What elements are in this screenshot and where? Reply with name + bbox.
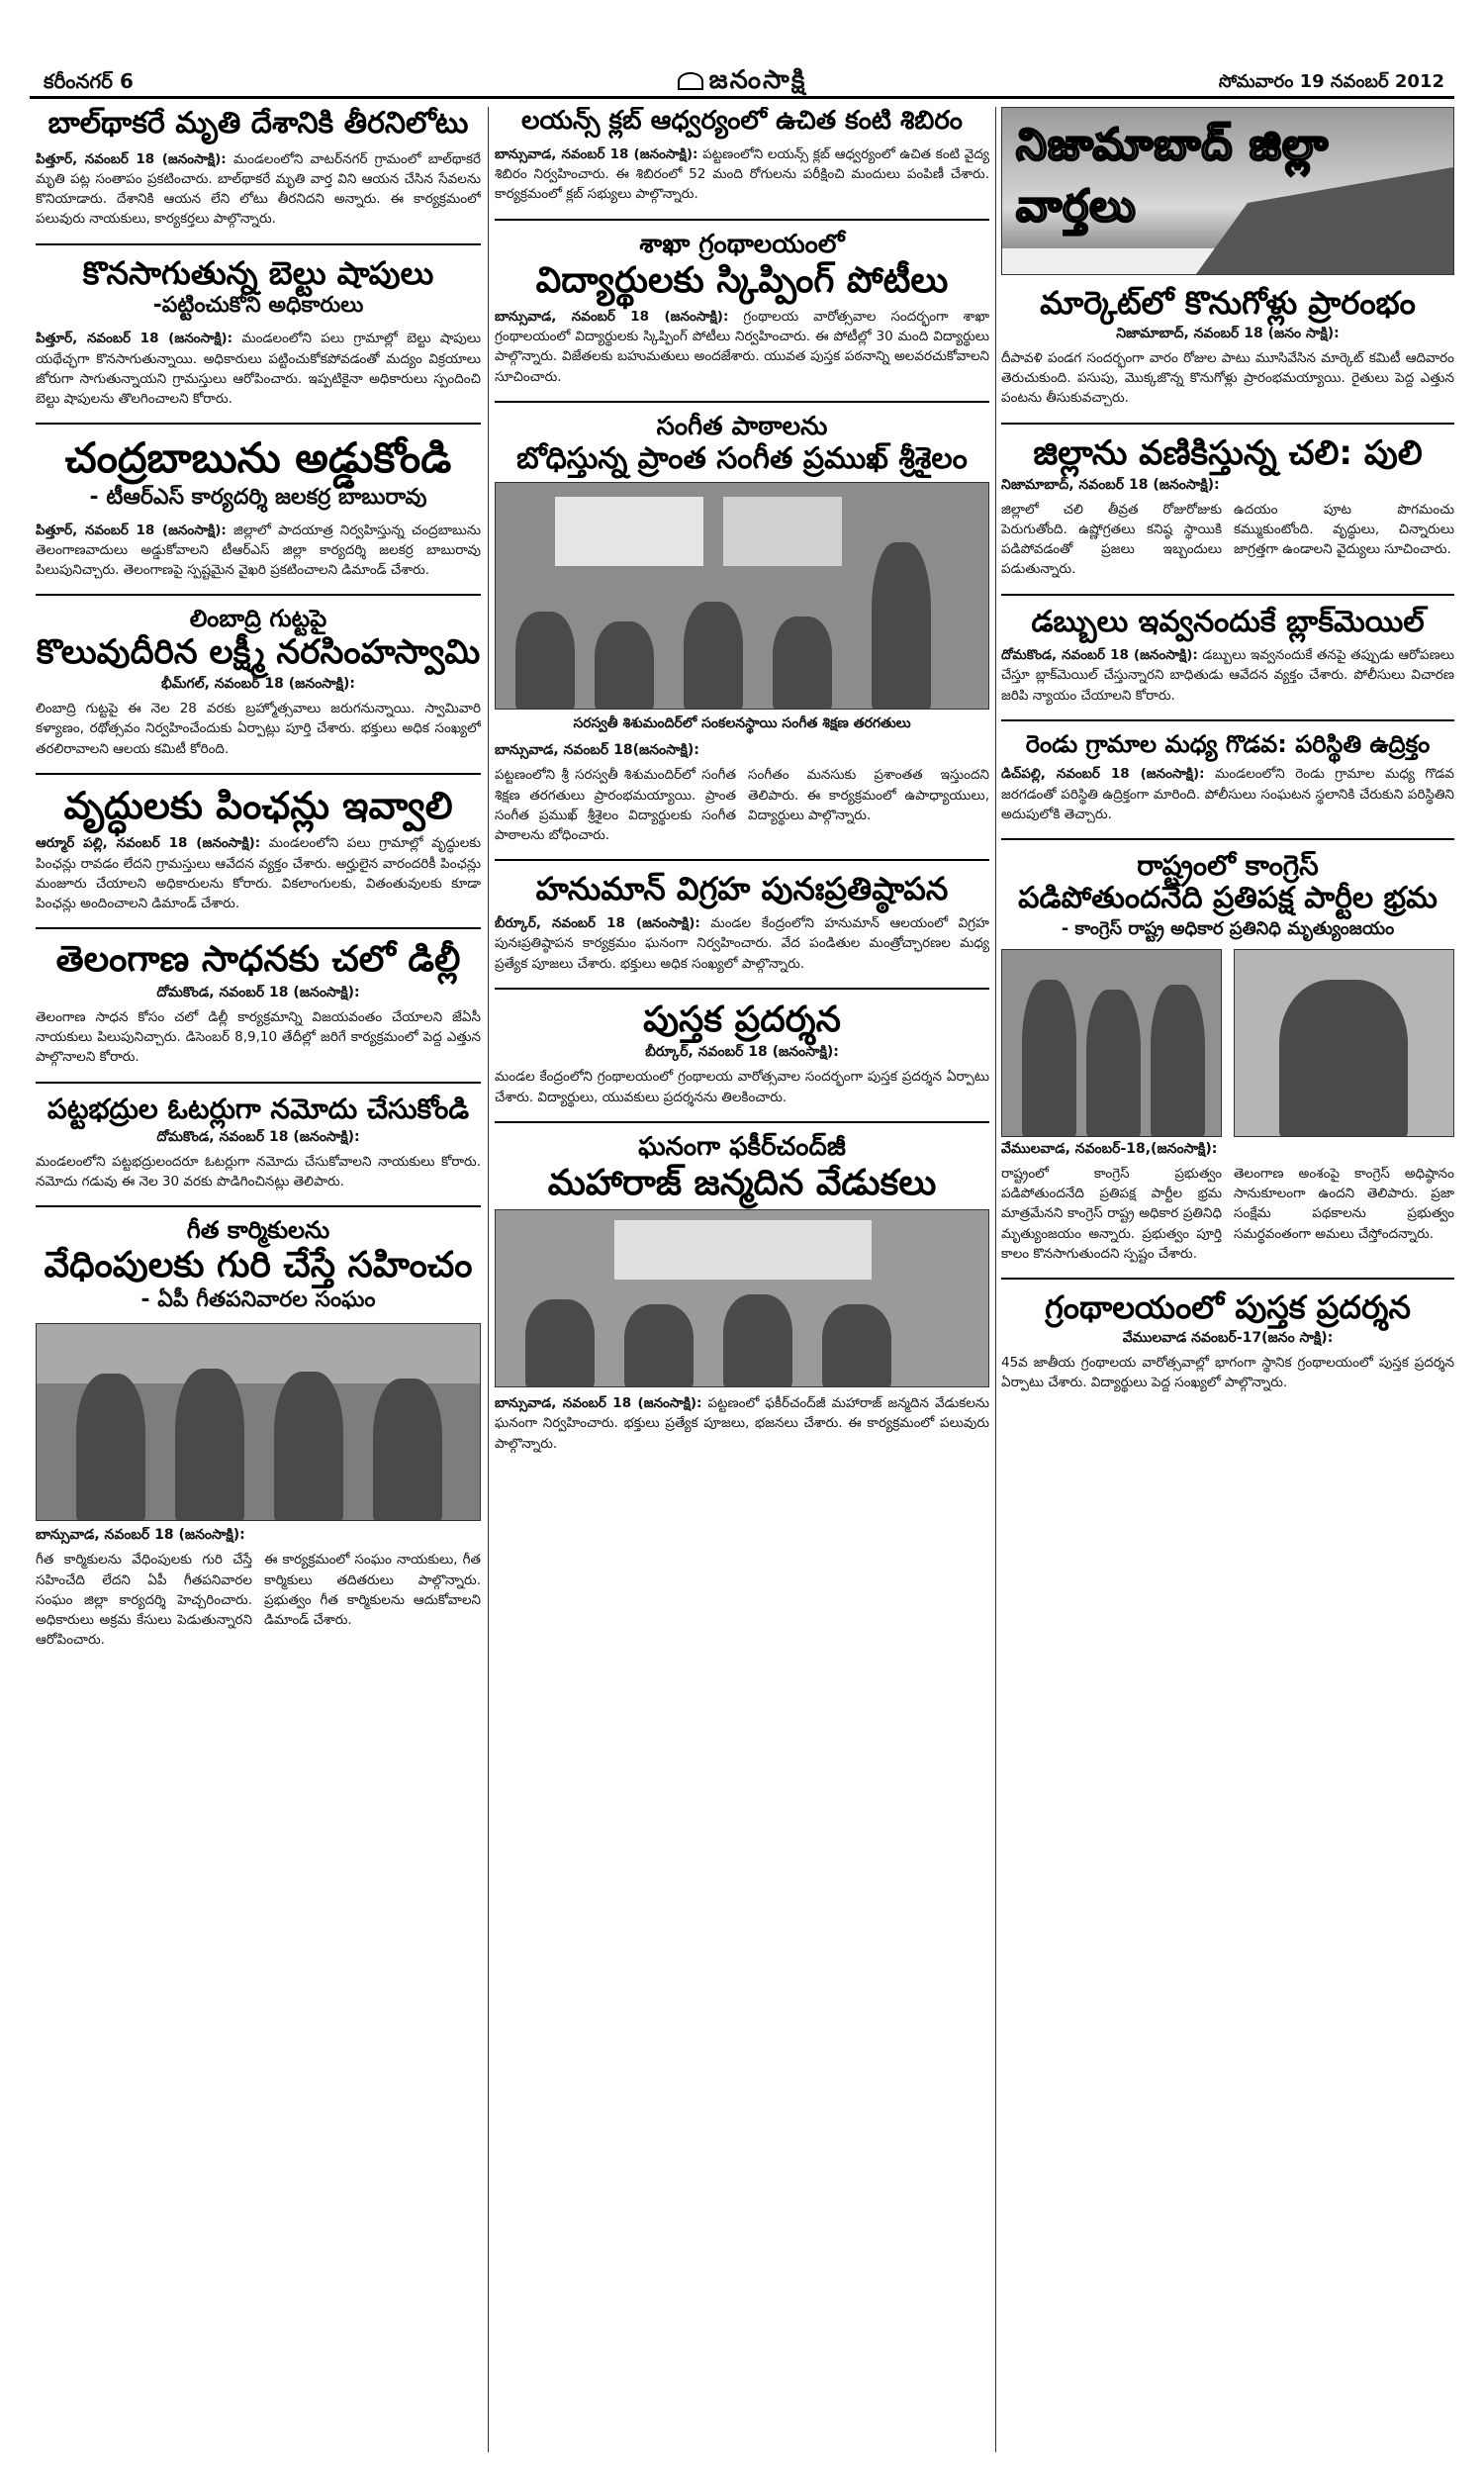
article-photo: [495, 482, 989, 710]
subheadline: - ఏపీ గీతపనివారల సంఘం: [140, 1287, 376, 1313]
article: [36, 434, 481, 580]
dateline: దోమకొండ, నవంబర్ 18 (జనంసాక్షి):: [1001, 647, 1198, 664]
divider: [1001, 719, 1454, 721]
dateline: బాన్సువాడ, నవంబర్ 18 (జనంసాక్షి):: [495, 1395, 702, 1412]
headline: పుస్తక ప్రదర్శన: [643, 999, 841, 1040]
column-rule: [488, 107, 489, 2452]
divider: [1001, 838, 1454, 840]
article: [1001, 606, 1454, 706]
headline: విద్యార్థులకు స్కిప్పింగ్ పోటీలు: [535, 259, 949, 301]
kicker: శాఖా గ్రంథాలయంలో: [639, 229, 845, 259]
article: [36, 255, 481, 410]
article-body: [36, 149, 481, 230]
headline: డబ్బులు ఇవ్వనందుకే బ్లాక్‌మెయిల్: [1031, 604, 1425, 639]
kicker: లింబాద్రి గుట్టపై: [189, 605, 327, 633]
page-number: కరీంనగర్ 6: [44, 69, 134, 93]
article-body: [495, 144, 989, 205]
article-body: [495, 1393, 989, 1454]
headline: కొలువుదీరిన లక్ష్మీ నరసింహస్వామి: [36, 631, 481, 672]
dateline: బాన్సువాడ, నవంబర్ 18(జనంసాక్షి):: [495, 742, 699, 759]
article: [495, 871, 989, 974]
headline: గ్రంథాలయంలో పుస్తక ప్రదర్శన: [1045, 1288, 1411, 1327]
article: [495, 413, 989, 845]
article: [36, 785, 481, 914]
article-columns: [1001, 500, 1454, 580]
dateline: బీర్కూర్, నవంబర్ 18 (జనంసాక్షి):: [495, 915, 700, 932]
article-columns: [1001, 1164, 1454, 1264]
photo-caption: సరస్వతీ శిశుమందిర్‌లో సంకలనస్థాయి సంగీత శిక్షణ తరగతులు: [573, 715, 911, 732]
divider: [36, 1205, 481, 1207]
article-photos: [1001, 949, 1454, 1137]
article-body: మండల కేంద్రంలోని గ్రంథాలయంలో గ్రంథాలయ వారోత్సవాల సందర్భంగా పుస్తక ప్రదర్శన ఏర్పాటు చేశారు. విద్యార్థులు, యువకులు ప్రదర్శనను తిలకించారు.: [495, 1069, 989, 1105]
dateline: భీమ్‌గల్, నవంబర్ 18 (జనంసాక్షి):: [160, 676, 356, 693]
portrait-photo: [1234, 949, 1454, 1137]
headline: హనుమాన్ విగ్రహ పునఃప్రతిష్ఠాపన: [535, 870, 949, 908]
dateline: ఆర్మూర్ పల్లి, నవంబర్ 18 (జనంసాక్షి):: [36, 835, 261, 852]
headline: చంద్రబాబును అడ్డుకోండి: [64, 433, 452, 483]
article: [1001, 850, 1454, 1264]
article-body: [36, 521, 481, 581]
headline: మహారాజ్ జన్మదిన వేడుకలు: [547, 1162, 937, 1203]
article-text: గీత కార్మికులను వేధింపులకు గురి చేస్తే సహించేది లేదని ఏపీ గీతపనివారల సంఘం జిల్లా కార్యదర్శి హెచ్చరించారు. అధికారులు అక్రమ కేసులు పెడుతున్నారని ఆరోపించారు.: [36, 1552, 252, 1649]
divider: [36, 594, 481, 596]
subheadline: - కాంగ్రెస్ రాష్ట్ర అధికార ప్రతినిధి మృత్యుంజయం: [1061, 917, 1395, 939]
dateline: వేములవాడ, నవంబర్-18,(జనంసాక్షి):: [1001, 1140, 1218, 1157]
subheadline: - టీఆర్‌ఎస్ కార్యదర్శి జలకర్ర బాబురావు: [89, 484, 427, 510]
article: [36, 1217, 481, 1650]
dateline: పిత్తూర్, నవంబర్ 18 (జనంసాక్షి):: [36, 150, 227, 167]
article: [36, 606, 481, 758]
dateline: బాన్సువాడ, నవంబర్ 18 (జనంసాక్షి):: [495, 145, 698, 162]
article-text: పట్టణంలోని లయన్స్ క్లబ్ ఆధ్వర్యంలో ఉచిత కంటి వైద్య శిబిరం నిర్వహించారు. ఈ శిబిరంలో 52 మంది రోగులను పరీక్షించి మందులు పంపిణీ చేశారు. కార్యక్రమంలో క్లబ్ సభ్యులు పాల్గొన్నారు.: [495, 145, 989, 203]
article-body: [1001, 764, 1454, 824]
article-text: గ్రంథాలయ వారోత్సవాల సందర్భంగా శాఖా గ్రంథాలయంలో విద్యార్థులకు స్కిప్పింగ్ పోటీలు నిర్వహించారు. ఈ పోటీల్లో 30 మంది విద్యార్థులు పాల్గొన్నారు. విజేతలకు బహుమతులు అందజేశారు. యువత పుస్తక పఠనాన్ని అలవరచుకోవాలని సూచించారు.: [495, 308, 989, 385]
article-text: మండలంలోని పలు గ్రామాల్లో వృద్ధులకు పింఛన్లు రావడం లేదని గ్రామస్తులు ఆవేదన వ్యక్తం చేశారు. అర్హులైన వారందరికీ పింఛన్లు మంజూరు చేయాలని అధికారులను కోరారు. వికలాంగులకు, వితంతువులకు కూడా పింఛన్లు అందించాలని డిమాండ్ చేశారు.: [36, 835, 481, 912]
dateline: బాన్సువాడ, నవంబర్ 18 (జనంసాక్షి):: [36, 1527, 245, 1544]
divider: [36, 773, 481, 775]
headline: కొనసాగుతున్న బెల్టు షాపులు: [82, 253, 434, 292]
article: [1001, 731, 1454, 824]
kicker: ఘనంగా ఫకీర్‌చంద్‌జీ: [638, 1131, 846, 1162]
article: [36, 939, 481, 1067]
article-text: రాష్ట్రంలో కాంగ్రెస్ ప్రభుత్వం పడిపోతుందనేది ప్రతిపక్ష పార్టీల భ్రమ మాత్రమేనని కాంగ్రెస్ రాష్ట్ర అధికార ప్రతినిధి మృత్యుంజయం అన్నారు. ప్రభుత్వం పూర్తి కాలం కొనసాగుతుందని స్పష్టం చేశారు.: [1001, 1165, 1222, 1262]
divider: [1001, 594, 1454, 596]
divider: [1001, 423, 1454, 425]
article: [1001, 434, 1454, 580]
article: [1001, 1289, 1454, 1392]
subheadline: -పట్టించుకోని అధికారులు: [152, 293, 364, 319]
article-text: డబ్బులు ఇవ్వనందుకే తనపై తప్పుడు ఆరోపణలు చేస్తూ బ్లాక్‌మెయిల్ చేస్తున్నారని బాధితుడు ఆవేదన వ్యక్తం చేశారు. పోలీసులు విచారణ జరిపి న్యాయం చేయాలని కోరారు.: [1001, 647, 1454, 704]
article-photo: [36, 1323, 481, 1521]
headline: మార్కెట్‌లో కొనుగోళ్లు ప్రారంభం: [1040, 284, 1416, 322]
dateline: పిత్తూర్, నవంబర్ 18 (జనంసాక్షి):: [36, 331, 233, 347]
article-text: సంగీతం మనసుకు ప్రశాంతత ఇస్తుందని తెలిపారు. ఈ కార్యక్రమంలో ఉపాధ్యాయులు, విద్యార్థులు పాల్గొన్నారు.: [748, 767, 989, 823]
headline: లయన్స్ క్లబ్ ఆధ్వర్యంలో ఉచిత కంటి శిబిరం: [521, 107, 963, 136]
article-text: మండలంలోని వాటర్‌నగర్ గ్రామంలో బాల్‌థాకరే మృతి పట్ల సంతాపం ప్రకటించారు. బాల్‌థాకరే మృతి వార్త విని ఆయన చేసిన సేవలను కొనియాడారు. దేశానికి ఆయన లేని లోటు తీరనిదని అన్నారు. ఈ కార్యక్రమంలో పలువురు నాయకులు, కార్యకర్తలు పాల్గొన్నారు.: [36, 150, 481, 228]
dateline: పిత్తూర్, నవంబర్ 18 (జనంసాక్షి):: [36, 522, 227, 538]
divider: [495, 1121, 989, 1123]
divider: [495, 219, 989, 221]
divider: [36, 927, 481, 929]
divider: [1001, 1278, 1454, 1280]
kicker: సంగీత పాఠాలను: [656, 411, 828, 441]
article-body: [495, 913, 989, 974]
headline: బోధిస్తున్న ప్రాంత సంగీత ప్రముఖ్ శ్రీశైలం: [516, 440, 968, 476]
divider: [495, 859, 989, 861]
article-text: జిల్లాలో చలి తీవ్రత రోజురోజుకు పెరుగుతోంది. ఉష్ణోగ్రతలు కనిష్ఠ స్థాయికి పడిపోవడంతో ప్రజలు ఇబ్బందులు పడుతున్నారు.: [1001, 501, 1222, 578]
article-body: దీపావళి పండగ సందర్భంగా వారం రోజుల పాటు మూసివేసిన మార్కెట్ కమిటీ ఆదివారం తెరుచుకుంది. పసుపు, మొక్కజొన్న కొనుగోళ్లు ప్రారంభమయ్యాయి. రైతులు పెద్ద ఎత్తున పంటను తీసుకువచ్చారు.: [1001, 349, 1454, 407]
masthead: [30, 65, 1454, 99]
dateline: నిజామాబాద్, నవంబర్ 18 (జనంసాక్షి):: [1001, 476, 1220, 493]
article: [36, 1094, 481, 1192]
dateline: దోమకొండ, నవంబర్ 18 (జనంసాక్షి):: [156, 1128, 360, 1145]
dateline: వేములవాడ నవంబర్-17(జనం సాక్షి):: [1122, 1329, 1334, 1346]
divider: [36, 423, 481, 425]
paper-name: జనంసాక్షి: [708, 65, 807, 95]
headline: బాల్‌థాకరే మృతి దేశానికి తీరనిలోటు: [47, 107, 469, 141]
dateline: డిచ్‌పల్లి, నవంబర్ 18 (జనంసాక్షి):: [1001, 766, 1205, 783]
article-text: తెలంగాణ అంశంపై కాంగ్రెస్ అధిష్ఠానం సానుకూలంగా ఉందని తెలిపారు. ప్రజా సంక్షేమ పథకాలను ప్రభుత్వం సమర్థవంతంగా అమలు చేస్తోందన్నారు.: [1234, 1165, 1454, 1242]
headline: పట్టభద్రుల ఓటర్లుగా నమోదు చేసుకోండి: [46, 1092, 470, 1125]
article-text: పట్టణంలోని శ్రీ సరస్వతీ శిశుమందిర్‌లో సంగీత శిక్షణ తరగతులు ప్రారంభమయ్యాయి. ప్రాంత సంగీత ప్రముఖ్ శ్రీశైలం విద్యార్థులకు సంగీత పాఠాలను బోధించారు.: [495, 767, 736, 844]
article-photo: [1001, 949, 1222, 1137]
headline: రెండు గ్రామాల మధ్య గొడవ: పరిస్థితి ఉద్రిక్తం: [1025, 729, 1431, 758]
article-body: మండలంలోని పట్టభద్రులందరూ ఓటర్లుగా నమోదు చేసుకోవాలని నాయకులు కోరారు. నమోదు గడువు ఈ నెల 30 వరకు పొడిగించినట్లు తెలిపారు.: [36, 1153, 481, 1190]
column-rule: [995, 107, 996, 2452]
article: [1001, 285, 1454, 409]
logo-icon: [678, 72, 703, 90]
headline: వృద్ధులకు పింఛన్లు ఇవ్వాలి: [63, 783, 453, 827]
district-news-banner: [1001, 107, 1454, 275]
article-text: ఉదయం పూట పొగమంచు కమ్ముకుంటోంది. వృద్ధులు, చిన్నారులు జాగ్రత్తగా ఉండాలని వైద్యులు సూచించారు.: [1234, 501, 1454, 558]
article: [495, 999, 989, 1107]
article-columns: [495, 765, 989, 845]
dateline: బాన్సువాడ, నవంబర్ 18 (జనంసాక్షి):: [495, 308, 729, 325]
kicker: గీత కార్మికులను: [186, 1216, 330, 1245]
divider: [36, 1082, 481, 1084]
column-left: [36, 107, 481, 2452]
article-body: లింబాద్రి గుట్టపై ఈ నెల 28 వరకు బ్రహ్మోత్సవాలు జరుగనున్నాయి. స్వామివారి కళ్యాణం, రథోత్సవం నిర్వహించేందుకు ఏర్పాట్లు పూర్తి చేశారు. భక్తులు అధిక సంఖ్యలో తరలిరావాలని ఆలయ కమిటీ కోరింది.: [36, 701, 481, 757]
kicker: రాష్ట్రంలో కాంగ్రెస్: [1137, 849, 1319, 883]
article-body: [36, 833, 481, 913]
divider: [495, 401, 989, 403]
article-text: మండల కేంద్రంలోని హనుమాన్ ఆలయంలో విగ్రహ పునఃప్రతిష్ఠాపన కార్యక్రమం ఘనంగా నిర్వహించారు. వేద పండితుల మంత్రోచ్ఛారణల మధ్య ప్రత్యేక పూజలు చేశారు. భక్తులు అధిక సంఖ్యలో పాల్గొన్నారు.: [495, 915, 989, 972]
article-body: [495, 307, 989, 387]
issue-date: సోమవారం 19 నవంబర్ 2012: [1218, 71, 1444, 92]
article: [36, 107, 481, 230]
article-columns: [36, 1550, 481, 1650]
article-body: [36, 329, 481, 409]
article-text: పట్టణంలో ఫకీర్‌చంద్‌జీ మహారాజ్ జన్మదిన వేడుకలను ఘనంగా నిర్వహించారు. భక్తులు ప్రత్యేక పూజలు, భజనలు చేశారు. ఈ కార్యక్రమంలో పలువురు పాల్గొన్నారు.: [495, 1395, 989, 1452]
banner-title: నిజామాబాద్ జిల్లా వార్తలు: [1016, 120, 1330, 232]
headline: తెలంగాణ సాధనకు చలో డిల్లీ: [55, 939, 461, 981]
dateline: బీర్కూర్, నవంబర్ 18 (జనంసాక్షి):: [645, 1044, 839, 1061]
article-body: 45వ జాతీయ గ్రంథాలయ వారోత్సవాల్లో భాగంగా స్థానిక గ్రంథాలయంలో పుస్తక ప్రదర్శన ఏర్పాటు చేశారు. విద్యార్థులు పెద్ద సంఖ్యలో పాల్గొన్నారు.: [1001, 1354, 1454, 1391]
article-text: ఈ కార్యక్రమంలో సంఘం నాయకులు, గీత కార్మికులు తదితరులు పాల్గొన్నారు. ప్రభుత్వం గీత కార్మికులను ఆదుకోవాలని డిమాండ్ చేశారు.: [264, 1552, 481, 1629]
divider: [495, 988, 989, 990]
headline: పడిపోతుందనేది ప్రతిపక్ష పార్టీల భ్రమ: [1018, 881, 1438, 916]
article-body: తెలంగాణ సాధన కోసం చలో డిల్లీ కార్యక్రమాన్ని విజయవంతం చేయాలని జేఏసీ నాయకులు పిలుపునిచ్చారు. డిసెంబర్ 8,9,10 తేదీల్లో జరిగే కార్యక్రమంలో పెద్ద ఎత్తున పాల్గొనాలని కోరారు.: [36, 1008, 481, 1066]
article: [495, 231, 989, 387]
divider: [36, 243, 481, 245]
column-right: [1001, 107, 1454, 2452]
article-text: మండలంలోని రెండు గ్రామాల మధ్య గొడవ జరగడంతో పరిస్థితి ఉద్రిక్తంగా మారింది. పోలీసులు సంఘటన స్థలానికి చేరుకుని పరిస్థితిని అదుపులోకి తెచ్చారు.: [1001, 766, 1454, 822]
dateline: దోమకొండ, నవంబర్ 18 (జనంసాక్షి):: [156, 984, 360, 1000]
headline: జిల్లాను వణికిస్తున్న చలి: పులి: [1033, 432, 1423, 473]
article: [495, 1133, 989, 1454]
headline: వేధింపులకు గురి చేస్తే సహించం: [44, 1244, 473, 1285]
dateline: నిజామాబాద్, నవంబర్ 18 (జనం సాక్షి):: [1116, 325, 1340, 341]
article: [495, 107, 989, 205]
article-photo: [495, 1209, 989, 1387]
column-center: [495, 107, 989, 2452]
article-body: [1001, 645, 1454, 706]
article-text: జిల్లాలో పాదయాత్ర నిర్వహిస్తున్న చంద్రబాబును తెలంగాణవాదులు అడ్డుకోవాలని టీఆర్‌ఎస్ జిల్లా కార్యదర్శి జలకర్ర బాబురావు పిలుపునిచ్చారు. తెలంగాణపై స్పష్టమైన వైఖరి ప్రకటించాలని డిమాండ్ చేశారు.: [36, 522, 481, 579]
article-text: మండలంలోని పలు గ్రామాల్లో బెల్టు షాపులు యథేచ్ఛగా కొనసాగుతున్నాయి. అధికారులు పట్టించుకోకపోవడంతో మద్యం విక్రయాలు జోరుగా సాగుతున్నాయని గ్రామస్తులు ఆరోపించారు. ఇప్పటికైనా అధికారులు స్పందించి బెల్టు షాపులను తొలగించాలని కోరారు.: [36, 331, 481, 408]
